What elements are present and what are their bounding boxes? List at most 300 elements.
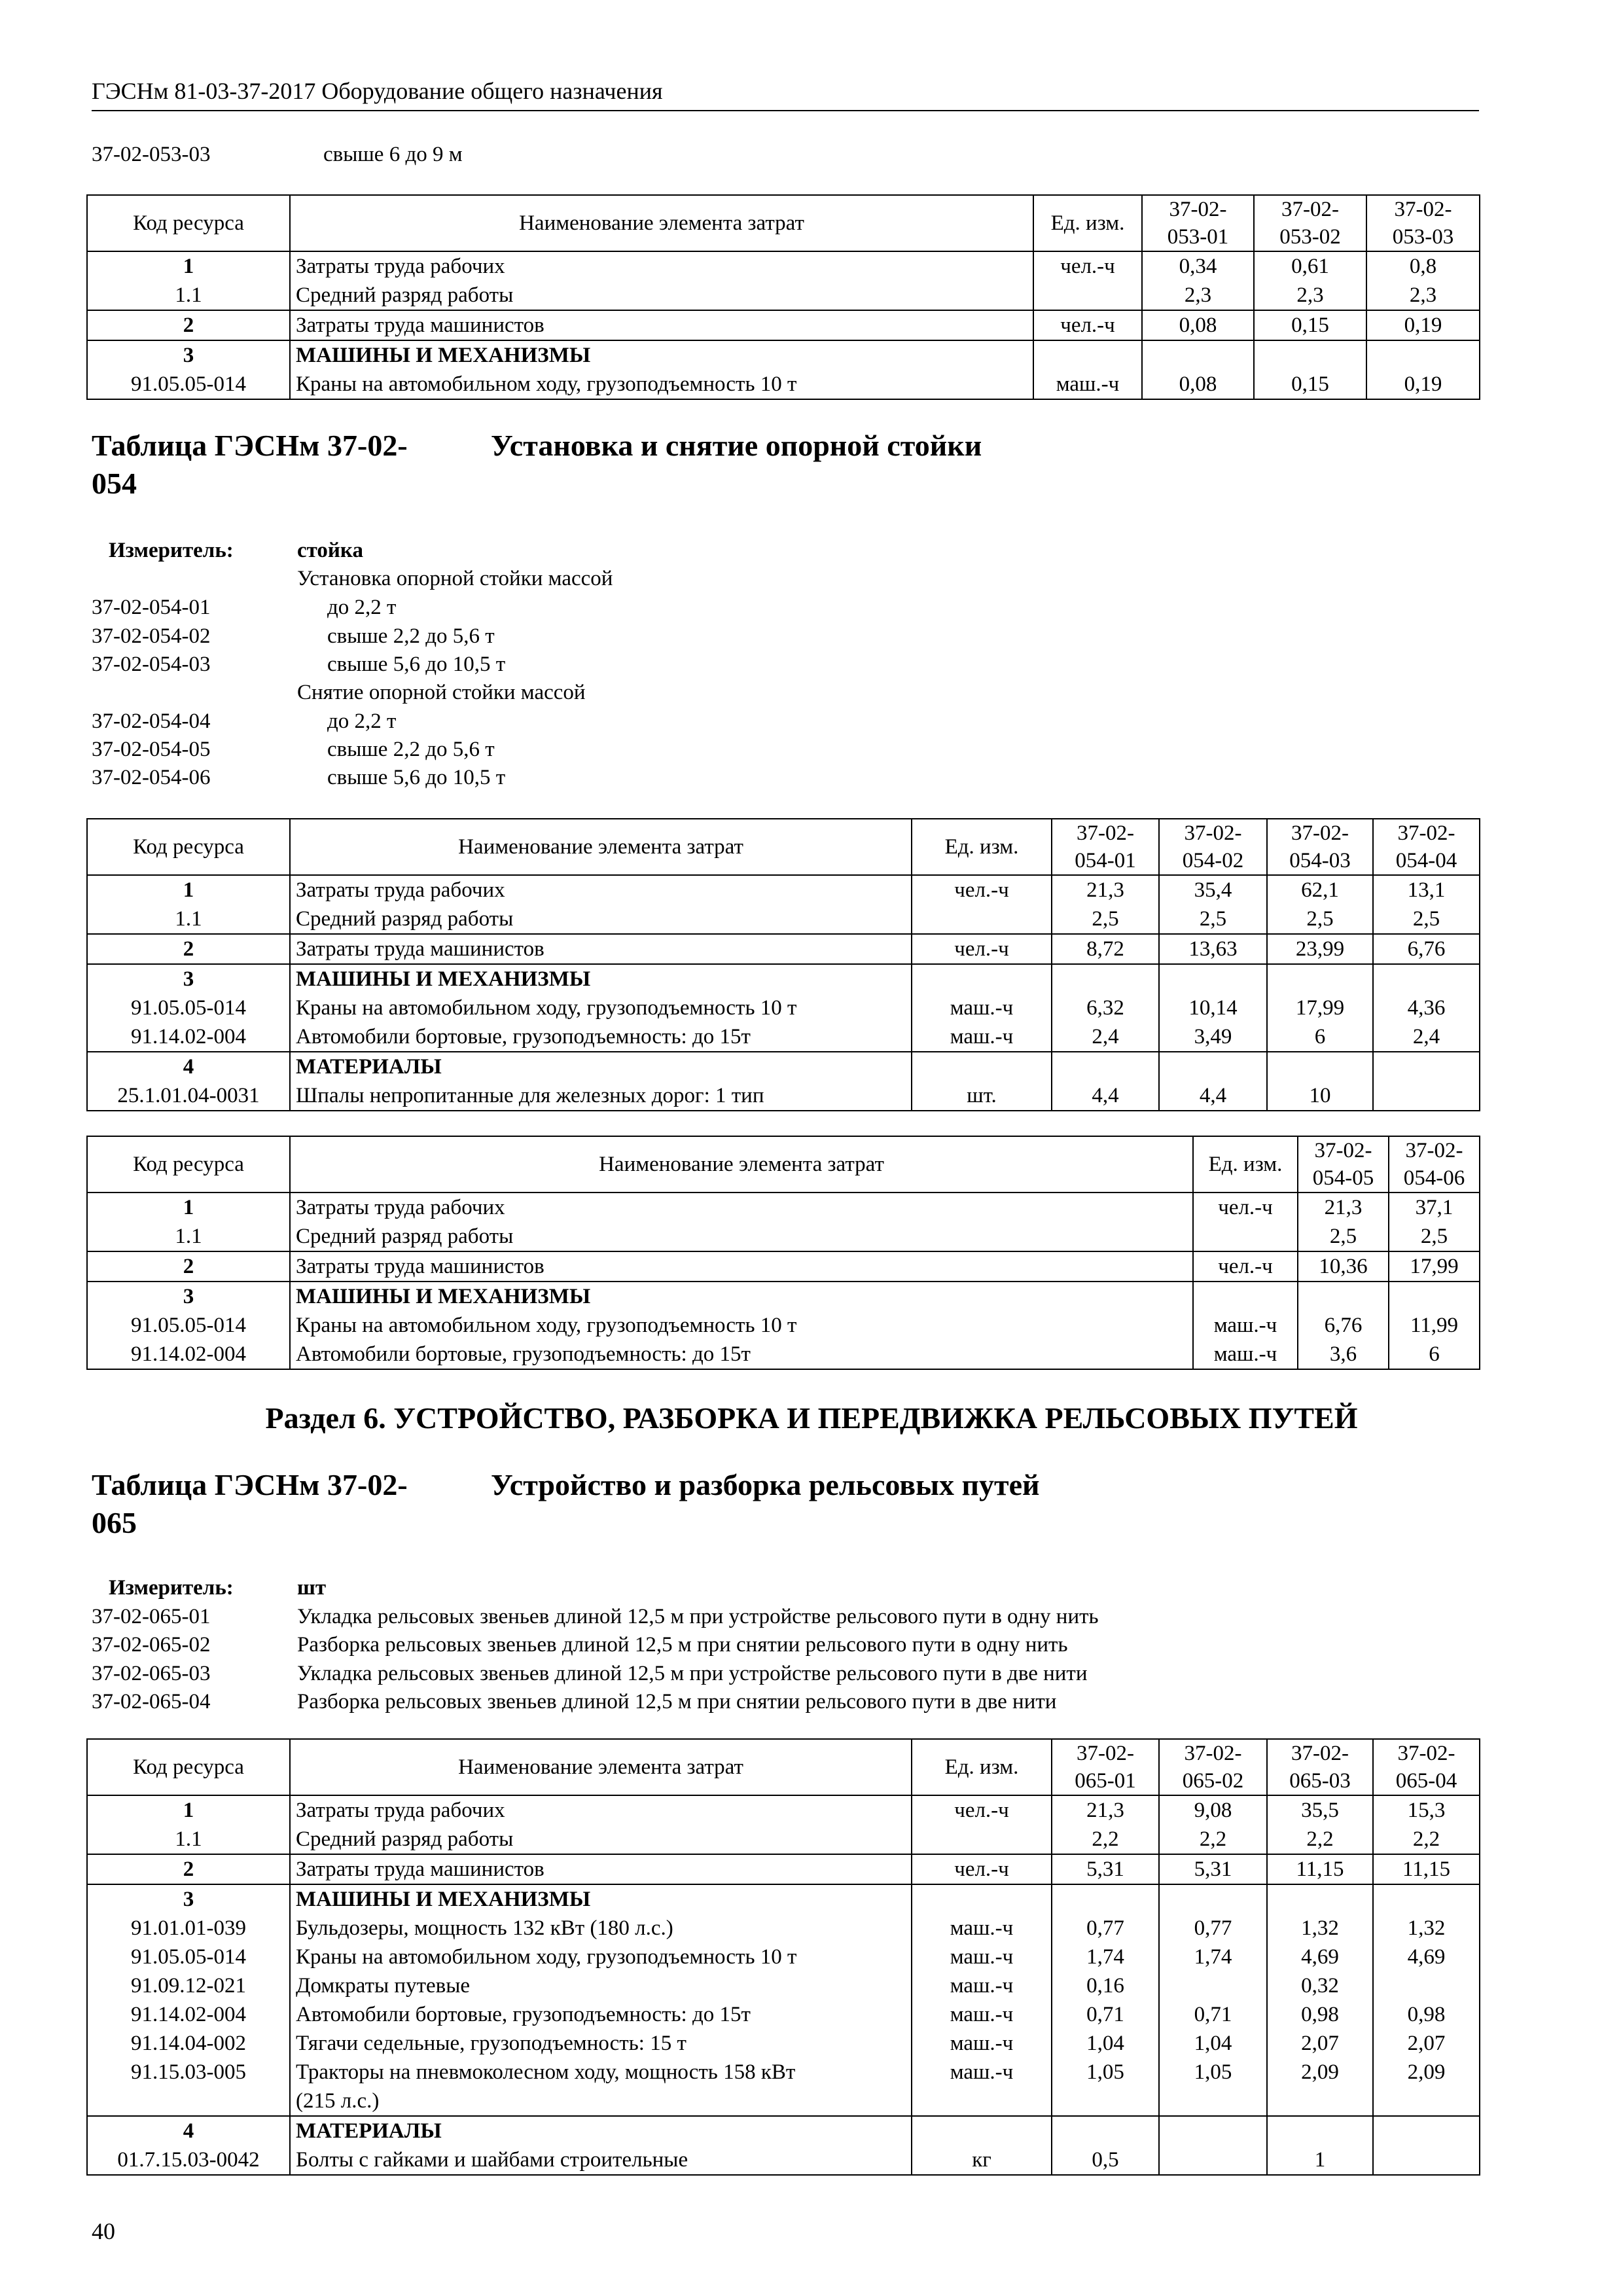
cost-element-name: Автомобили бортовые, грузоподъемность: до 15т: [290, 1340, 1193, 1369]
value-cell: [1373, 1052, 1480, 1081]
value-cell: 17,99: [1389, 1251, 1480, 1282]
value-cell: [1159, 1971, 1267, 2000]
table-row: [87, 1340, 1480, 1369]
table-row: [87, 2145, 1480, 2175]
cost-element-name: Затраты труда рабочих: [290, 875, 912, 905]
resource-code: 91.05.05-014: [87, 1311, 290, 1340]
column-header: 37-02- 065-04: [1373, 1739, 1480, 1795]
item-text: Укладка рельсовых звеньев длиной 12,5 м при устройстве рельсового пути в две нити: [297, 1662, 1088, 1685]
table-header-row: [87, 1136, 1480, 1193]
value-cell: [1267, 964, 1373, 994]
value-cell: 2,4: [1373, 1022, 1480, 1052]
value-cell: [1389, 1282, 1480, 1311]
value-cell: 0,08: [1142, 310, 1254, 340]
resource-code: 91.14.02-004: [87, 1340, 290, 1369]
table-054-title-left: Таблица ГЭСНм 37-02- 054: [92, 429, 408, 500]
resource-code: 1.1: [87, 1825, 290, 1854]
resource-code: 91.01.01-039: [87, 1914, 290, 1943]
resource-code: 2: [87, 1251, 290, 1282]
unit: чел.-ч: [1033, 310, 1142, 340]
table-row: [87, 370, 1480, 399]
resource-code: 91.05.05-014: [87, 994, 290, 1022]
cost-element-name: МАШИНЫ И МЕХАНИЗМЫ: [290, 340, 1033, 370]
resource-code: 91.09.12-021: [87, 1971, 290, 2000]
item-text: до 2,2 т: [327, 596, 397, 619]
column-header: 37-02- 054-04: [1373, 819, 1480, 875]
item-code: 37-02-054-05: [92, 738, 211, 761]
section-6-title: Раздел 6. УСТРОЙСТВО, РАЗБОРКА И ПЕРЕДВИЖКА РЕЛЬСОВЫХ ПУТЕЙ: [265, 1401, 1358, 1435]
table-053: [86, 194, 1480, 400]
unit: [912, 905, 1052, 934]
cost-element-name: Тягачи седельные, грузоподъемность: 15 т: [290, 2029, 912, 2058]
cost-element-name: Шпалы непропитанные для железных дорог: 1 тип: [290, 1081, 912, 1111]
unit: чел.-ч: [912, 875, 1052, 905]
value-cell: [1142, 340, 1254, 370]
unit: [912, 1052, 1052, 1081]
value-cell: 2,2: [1267, 1825, 1373, 1854]
value-cell: 0,32: [1267, 1971, 1373, 2000]
column-header: Код ресурса: [87, 1739, 290, 1795]
value-cell: 21,3: [1052, 875, 1159, 905]
cost-element-name: Автомобили бортовые, грузоподъемность: до 15т: [290, 2000, 912, 2029]
unit: маш.-ч: [912, 2029, 1052, 2058]
unit: маш.-ч: [1033, 370, 1142, 399]
column-header: 37-02- 054-05: [1298, 1136, 1389, 1193]
value-cell: [1298, 1282, 1389, 1311]
value-cell: [1159, 964, 1267, 994]
value-cell: 0,71: [1159, 2000, 1267, 2029]
resource-code: 91.14.02-004: [87, 2000, 290, 2029]
item-text: свыше 5,6 до 10,5 т: [327, 766, 506, 789]
column-header: Ед. изм.: [1033, 195, 1142, 251]
resource-code: 3: [87, 1282, 290, 1311]
value-cell: 2,2: [1373, 1825, 1480, 1854]
value-cell: [1366, 340, 1480, 370]
value-cell: 5,31: [1159, 1854, 1267, 1884]
unit: [1193, 1222, 1298, 1251]
value-cell: 35,5: [1267, 1795, 1373, 1825]
value-cell: 13,63: [1159, 934, 1267, 964]
cost-element-name: Автомобили бортовые, грузоподъемность: до 15т: [290, 1022, 912, 1052]
resource-code: 91.14.04-002: [87, 2029, 290, 2058]
table-065: [86, 1738, 1480, 2176]
value-cell: 1,05: [1159, 2058, 1267, 2116]
unit: чел.-ч: [912, 1795, 1052, 1825]
cost-element-name: МАШИНЫ И МЕХАНИЗМЫ: [290, 1282, 1193, 1311]
table-row: [87, 1052, 1480, 1081]
cost-element-name: Средний разряд работы: [290, 1825, 912, 1854]
table-row: [87, 964, 1480, 994]
value-cell: 8,72: [1052, 934, 1159, 964]
meter-value: стойка: [297, 539, 363, 562]
value-cell: [1373, 2116, 1480, 2145]
table-row: [87, 1854, 1480, 1884]
value-cell: 0,77: [1052, 1914, 1159, 1943]
unit: маш.-ч: [912, 1914, 1052, 1943]
unit: чел.-ч: [1193, 1251, 1298, 1282]
value-cell: [1373, 1971, 1480, 2000]
table-header-row: [87, 1739, 1480, 1795]
value-cell: 13,1: [1373, 875, 1480, 905]
cost-element-name: Средний разряд работы: [290, 905, 912, 934]
table-row: [87, 994, 1480, 1022]
table-row: [87, 2029, 1480, 2058]
item-code: 37-02-054-06: [92, 766, 211, 789]
value-cell: 35,4: [1159, 875, 1267, 905]
value-cell: [1159, 2116, 1267, 2145]
table-054-a: [86, 818, 1480, 1111]
unit: маш.-ч: [912, 1022, 1052, 1052]
table-row: [87, 1971, 1480, 2000]
value-cell: 1,04: [1052, 2029, 1159, 2058]
value-cell: 2,2: [1159, 1825, 1267, 1854]
value-cell: 1,32: [1267, 1914, 1373, 1943]
table-row: [87, 1884, 1480, 1914]
value-cell: 37,1: [1389, 1193, 1480, 1222]
value-cell: [1052, 1052, 1159, 1081]
item-code: 37-02-054-01: [92, 596, 211, 619]
value-cell: 4,69: [1373, 1943, 1480, 1971]
unit: [912, 964, 1052, 994]
unit: маш.-ч: [1193, 1311, 1298, 1340]
column-header: 37-02- 053-03: [1366, 195, 1480, 251]
item-code: 37-02-054-04: [92, 709, 211, 733]
cost-element-name: Затраты труда рабочих: [290, 1795, 912, 1825]
unit: [1193, 1282, 1298, 1311]
value-cell: 4,4: [1159, 1081, 1267, 1111]
cost-element-name: Средний разряд работы: [290, 1222, 1193, 1251]
resource-code: 1: [87, 875, 290, 905]
value-cell: 2,07: [1267, 2029, 1373, 2058]
table-row: [87, 1251, 1480, 1282]
column-header: 37-02- 065-01: [1052, 1739, 1159, 1795]
cost-element-name: Затраты труда рабочих: [290, 1193, 1193, 1222]
value-cell: 2,5: [1389, 1222, 1480, 1251]
value-cell: [1373, 964, 1480, 994]
table-header-row: [87, 819, 1480, 875]
resource-code: 3: [87, 340, 290, 370]
value-cell: 0,71: [1052, 2000, 1159, 2029]
resource-code: 1: [87, 1193, 290, 1222]
cost-element-name: МАШИНЫ И МЕХАНИЗМЫ: [290, 964, 912, 994]
table-row: [87, 1943, 1480, 1971]
value-cell: [1159, 1052, 1267, 1081]
cost-element-name: Затраты труда машинистов: [290, 310, 1033, 340]
table-065-title-right: Устройство и разборка рельсовых путей: [491, 1468, 1040, 1501]
column-header: Ед. изм.: [1193, 1136, 1298, 1193]
cost-element-name: Затраты труда машинистов: [290, 934, 912, 964]
resource-code: 4: [87, 2116, 290, 2145]
unit: [912, 1825, 1052, 1854]
value-cell: 2,4: [1052, 1022, 1159, 1052]
value-cell: 11,99: [1389, 1311, 1480, 1340]
value-cell: 2,09: [1373, 2058, 1480, 2116]
table-054-b: [86, 1136, 1480, 1370]
value-cell: 5,31: [1052, 1854, 1159, 1884]
cost-element-name: Краны на автомобильном ходу, грузоподъемность 10 т: [290, 1943, 912, 1971]
value-cell: 2,2: [1052, 1825, 1159, 1854]
value-cell: 1,74: [1159, 1943, 1267, 1971]
value-cell: 1,05: [1052, 2058, 1159, 2116]
resource-code: 1.1: [87, 1222, 290, 1251]
value-cell: 0,8: [1366, 251, 1480, 281]
item-code: 37-02-065-03: [92, 1662, 211, 1685]
value-cell: 17,99: [1267, 994, 1373, 1022]
table-row: [87, 251, 1480, 281]
value-cell: 0,5: [1052, 2145, 1159, 2175]
value-cell: 6: [1389, 1340, 1480, 1369]
value-cell: 1,32: [1373, 1914, 1480, 1943]
cost-element-name: Затраты труда машинистов: [290, 1854, 912, 1884]
value-cell: [1267, 2116, 1373, 2145]
column-header: 37-02- 053-01: [1142, 195, 1254, 251]
meter-label: Измеритель:: [109, 539, 234, 562]
value-cell: 21,3: [1052, 1795, 1159, 1825]
resource-code: 91.05.05-014: [87, 370, 290, 399]
group-label-install: Установка опорной стойки массой: [297, 567, 613, 590]
value-cell: 6,76: [1373, 934, 1480, 964]
value-cell: [1052, 1884, 1159, 1914]
table-row: [87, 875, 1480, 905]
value-cell: [1159, 2145, 1267, 2175]
value-cell: 0,16: [1052, 1971, 1159, 2000]
value-cell: 10: [1267, 1081, 1373, 1111]
column-header: Код ресурса: [87, 195, 290, 251]
meter-value: шт: [297, 1576, 327, 1600]
value-cell: 0,98: [1267, 2000, 1373, 2029]
column-header: Ед. изм.: [912, 819, 1052, 875]
running-header: ГЭСНм 81-03-37-2017 Оборудование общего назначения: [92, 78, 663, 104]
resource-code: 25.1.01.04-0031: [87, 1081, 290, 1111]
value-cell: 2,5: [1159, 905, 1267, 934]
value-cell: 23,99: [1267, 934, 1373, 964]
resource-code: 3: [87, 1884, 290, 1914]
value-cell: [1052, 2116, 1159, 2145]
resource-code: 4: [87, 1052, 290, 1081]
value-cell: [1373, 1884, 1480, 1914]
value-cell: 0,15: [1254, 370, 1366, 399]
cost-element-name: Тракторы на пневмоколесном ходу, мощность 158 кВт (215 л.с.): [290, 2058, 912, 2116]
column-header: Наименование элемента затрат: [290, 1136, 1193, 1193]
value-cell: 2,5: [1267, 905, 1373, 934]
unit: [1033, 281, 1142, 310]
value-cell: 21,3: [1298, 1193, 1389, 1222]
unit: маш.-ч: [1193, 1340, 1298, 1369]
table-054-title-right: Установка и снятие опорной стойки: [491, 429, 982, 462]
cost-element-name: Бульдозеры, мощность 132 кВт (180 л.с.): [290, 1914, 912, 1943]
unit: чел.-ч: [1033, 251, 1142, 281]
column-header: 37-02- 065-03: [1267, 1739, 1373, 1795]
value-cell: 2,3: [1366, 281, 1480, 310]
cost-element-name: Краны на автомобильном ходу, грузоподъемность 10 т: [290, 1311, 1193, 1340]
item-code: 37-02-054-02: [92, 624, 211, 648]
unit: маш.-ч: [912, 2000, 1052, 2029]
table-row: [87, 2058, 1480, 2116]
resource-code: 2: [87, 1854, 290, 1884]
item-text: Разборка рельсовых звеньев длиной 12,5 м при снятии рельсового пути в две нити: [297, 1690, 1057, 1713]
unit: маш.-ч: [912, 994, 1052, 1022]
table-row: [87, 934, 1480, 964]
value-cell: [1267, 1052, 1373, 1081]
value-cell: [1373, 2145, 1480, 2175]
item-text: Укладка рельсовых звеньев длиной 12,5 м при устройстве рельсового пути в одну нить: [297, 1605, 1099, 1628]
table-row: [87, 310, 1480, 340]
value-cell: 2,5: [1373, 905, 1480, 934]
unit: маш.-ч: [912, 1943, 1052, 1971]
value-cell: 10,36: [1298, 1251, 1389, 1282]
column-header: Код ресурса: [87, 1136, 290, 1193]
table-row: [87, 2116, 1480, 2145]
resource-code: 1.1: [87, 905, 290, 934]
value-cell: 1,04: [1159, 2029, 1267, 2058]
cost-element-name: Затраты труда рабочих: [290, 251, 1033, 281]
table-row: [87, 1795, 1480, 1825]
column-header: 37-02- 065-02: [1159, 1739, 1267, 1795]
group-label-remove: Снятие опорной стойки массой: [297, 681, 586, 704]
table-row: [87, 905, 1480, 934]
unit: [1033, 340, 1142, 370]
resource-code: 1.1: [87, 281, 290, 310]
column-header: Наименование элемента затрат: [290, 1739, 912, 1795]
item-text: до 2,2 т: [327, 709, 397, 733]
value-cell: 0,19: [1366, 370, 1480, 399]
value-cell: [1159, 1884, 1267, 1914]
resource-code: 2: [87, 310, 290, 340]
column-header: 37-02- 054-03: [1267, 819, 1373, 875]
resource-code: 1: [87, 1795, 290, 1825]
value-cell: 9,08: [1159, 1795, 1267, 1825]
value-cell: 6: [1267, 1022, 1373, 1052]
unit: чел.-ч: [912, 934, 1052, 964]
table-row: [87, 1282, 1480, 1311]
item-text: свыше 5,6 до 10,5 т: [327, 653, 506, 676]
unit: [912, 2116, 1052, 2145]
table-row: [87, 1311, 1480, 1340]
item-code: 37-02-065-02: [92, 1633, 211, 1657]
column-header: 37-02- 054-06: [1389, 1136, 1480, 1193]
item-text: Разборка рельсовых звеньев длиной 12,5 м при снятии рельсового пути в одну нить: [297, 1633, 1068, 1657]
unit: чел.-ч: [1193, 1193, 1298, 1222]
table-header-row: [87, 195, 1480, 251]
value-cell: 1: [1267, 2145, 1373, 2175]
resource-code: 3: [87, 964, 290, 994]
value-cell: 0,77: [1159, 1914, 1267, 1943]
table-row: [87, 1081, 1480, 1111]
value-cell: 1,74: [1052, 1943, 1159, 1971]
item-code: 37-02-054-03: [92, 653, 211, 676]
column-header: Ед. изм.: [912, 1739, 1052, 1795]
value-cell: 2,3: [1254, 281, 1366, 310]
meter-label: Измеритель:: [109, 1576, 234, 1600]
unit: кг: [912, 2145, 1052, 2175]
item-text: свыше 2,2 до 5,6 т: [327, 738, 495, 761]
column-header: 37-02- 053-02: [1254, 195, 1366, 251]
table-row: [87, 2000, 1480, 2029]
value-cell: 0,98: [1373, 2000, 1480, 2029]
cost-element-name: МАТЕРИАЛЫ: [290, 2116, 912, 2145]
value-cell: [1373, 1081, 1480, 1111]
page-number: 40: [92, 2218, 115, 2244]
table-row: [87, 281, 1480, 310]
cost-element-name: Краны на автомобильном ходу, грузоподъемность 10 т: [290, 370, 1033, 399]
pre-text: свыше 6 до 9 м: [323, 143, 463, 166]
cost-element-name: Домкраты путевые: [290, 1971, 912, 2000]
value-cell: 4,4: [1052, 1081, 1159, 1111]
value-cell: 0,15: [1254, 310, 1366, 340]
pre-code: 37-02-053-03: [92, 143, 211, 166]
unit: маш.-ч: [912, 1971, 1052, 2000]
table-065-title-left: Таблица ГЭСНм 37-02- 065: [92, 1468, 408, 1539]
value-cell: [1267, 1884, 1373, 1914]
cost-element-name: МАТЕРИАЛЫ: [290, 1052, 912, 1081]
value-cell: 2,09: [1267, 2058, 1373, 2116]
resource-code: 2: [87, 934, 290, 964]
value-cell: 2,5: [1052, 905, 1159, 934]
table-row: [87, 340, 1480, 370]
column-header: 37-02- 054-02: [1159, 819, 1267, 875]
value-cell: 62,1: [1267, 875, 1373, 905]
table-row: [87, 1193, 1480, 1222]
resource-code: 91.14.02-004: [87, 1022, 290, 1052]
column-header: Наименование элемента затрат: [290, 195, 1033, 251]
value-cell: 0,08: [1142, 370, 1254, 399]
value-cell: 0,61: [1254, 251, 1366, 281]
value-cell: [1052, 964, 1159, 994]
value-cell: 2,07: [1373, 2029, 1480, 2058]
column-header: Наименование элемента затрат: [290, 819, 912, 875]
column-header: 37-02- 054-01: [1052, 819, 1159, 875]
table-row: [87, 1022, 1480, 1052]
value-cell: 10,14: [1159, 994, 1267, 1022]
cost-element-name: Затраты труда машинистов: [290, 1251, 1193, 1282]
unit: [912, 1884, 1052, 1914]
value-cell: 0,34: [1142, 251, 1254, 281]
value-cell: 11,15: [1267, 1854, 1373, 1884]
resource-code: 91.15.03-005: [87, 2058, 290, 2116]
value-cell: 4,69: [1267, 1943, 1373, 1971]
cost-element-name: Средний разряд работы: [290, 281, 1033, 310]
resource-code: 01.7.15.03-0042: [87, 2145, 290, 2175]
resource-code: 1: [87, 251, 290, 281]
value-cell: 15,3: [1373, 1795, 1480, 1825]
table-row: [87, 1914, 1480, 1943]
value-cell: 6,76: [1298, 1311, 1389, 1340]
item-code: 37-02-065-04: [92, 1690, 211, 1713]
resource-code: 91.05.05-014: [87, 1943, 290, 1971]
value-cell: [1254, 340, 1366, 370]
unit: маш.-ч: [912, 2058, 1052, 2116]
header-divider: [92, 110, 1479, 111]
value-cell: 4,36: [1373, 994, 1480, 1022]
value-cell: 2,3: [1142, 281, 1254, 310]
value-cell: 3,49: [1159, 1022, 1267, 1052]
value-cell: 2,5: [1298, 1222, 1389, 1251]
column-header: Код ресурса: [87, 819, 290, 875]
table-row: [87, 1825, 1480, 1854]
unit: шт.: [912, 1081, 1052, 1111]
cost-element-name: МАШИНЫ И МЕХАНИЗМЫ: [290, 1884, 912, 1914]
unit: чел.-ч: [912, 1854, 1052, 1884]
value-cell: 3,6: [1298, 1340, 1389, 1369]
value-cell: 11,15: [1373, 1854, 1480, 1884]
cost-element-name: Болты с гайками и шайбами строительные: [290, 2145, 912, 2175]
table-row: [87, 1222, 1480, 1251]
cost-element-name: Краны на автомобильном ходу, грузоподъемность 10 т: [290, 994, 912, 1022]
value-cell: 6,32: [1052, 994, 1159, 1022]
value-cell: 0,19: [1366, 310, 1480, 340]
item-code: 37-02-065-01: [92, 1605, 211, 1628]
item-text: свыше 2,2 до 5,6 т: [327, 624, 495, 648]
